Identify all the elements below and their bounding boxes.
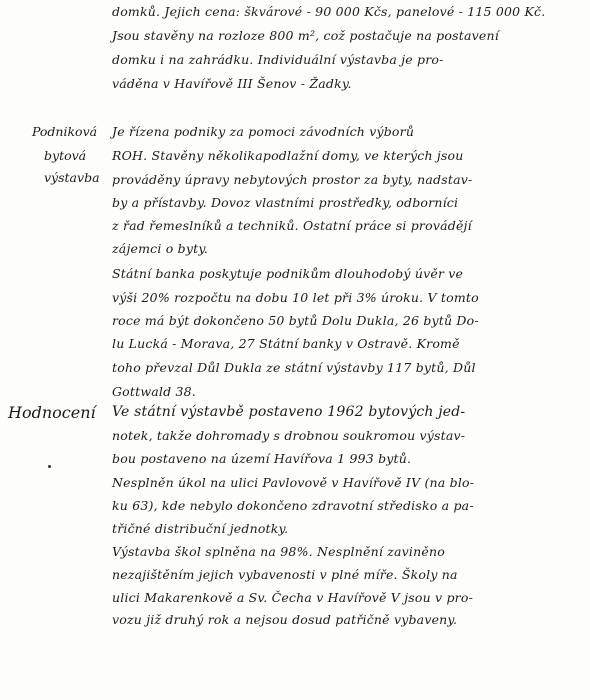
- text-line: třičné distribuční jednotky.: [112, 521, 289, 536]
- text-line: ulici Makarenkově a Sv. Čecha v Havířově V jsou v pro-: [112, 590, 473, 605]
- margin-heading: Podniková: [32, 124, 98, 139]
- text-line: domku i na zahrádku. Individuální výstavba je pro-: [112, 52, 444, 67]
- text-line: Výstavba škol splněna na 98%. Nesplnění zaviněno: [112, 544, 445, 559]
- text-line: Státní banka poskytuje podnikům dlouhodobý úvěr ve: [112, 266, 464, 281]
- ink-dot: [48, 465, 51, 468]
- margin-heading: bytová: [44, 148, 87, 163]
- text-line: zájemci o byty.: [112, 241, 209, 256]
- text-line: z řad řemeslníků a techniků. Ostatní práce si provádějí: [112, 218, 472, 233]
- text-line: Ve státní výstavbě postaveno 1962 bytových jed-: [112, 404, 466, 420]
- text-line: domků. Jejich cena: škvárové - 90 000 Kčs, panelové - 115 000 Kč.: [112, 4, 546, 19]
- margin-heading: výstavba: [44, 170, 100, 185]
- text-line: vozu již druhý rok a nejsou dosud patřičně vybaveny.: [112, 612, 458, 627]
- text-line: Jsou stavěny na rozloze 800 m², což postačuje na postavení: [112, 28, 499, 43]
- text-line: Je řízena podniky za pomoci závodních výborů: [112, 124, 415, 139]
- text-line: notek, takže dohromady s drobnou soukromou výstav-: [112, 428, 466, 443]
- text-line: Gottwald 38.: [112, 384, 196, 399]
- text-line: bou postaveno na území Havířova 1 993 bytů.: [112, 451, 412, 466]
- text-line: lu Lucká - Morava, 27 Státní banky v Ostravě. Kromě: [112, 336, 460, 351]
- text-line: by a přístavby. Dovoz vlastními prostředky, odborníci: [112, 195, 459, 210]
- text-line: ROH. Stavěny několikapodlažní domy, ve kterých jsou: [112, 148, 464, 163]
- text-line: roce má být dokončeno 50 bytů Dolu Dukla, 26 bytů Do-: [112, 313, 479, 328]
- text-line: Nesplněn úkol na ulici Pavlovově v Havířově IV (na blo-: [112, 475, 475, 490]
- text-line: ku 63), kde nebylo dokončeno zdravotní středisko a pa-: [112, 498, 474, 513]
- margin-heading: Hodnocení: [8, 403, 96, 422]
- text-line: výši 20% rozpočtu na dobu 10 let při 3% úroku. V tomto: [112, 290, 479, 305]
- text-line: toho převzal Důl Dukla ze státní výstavby 117 bytů, Důl: [112, 360, 476, 375]
- text-line: váděna v Havířově III Šenov - Žadky.: [112, 76, 352, 91]
- text-line: nezajištěním jejich vybavenosti v plné míře. Školy na: [112, 567, 458, 582]
- text-line: prováděny úpravy nebytových prostor za byty, nadstav-: [112, 172, 473, 187]
